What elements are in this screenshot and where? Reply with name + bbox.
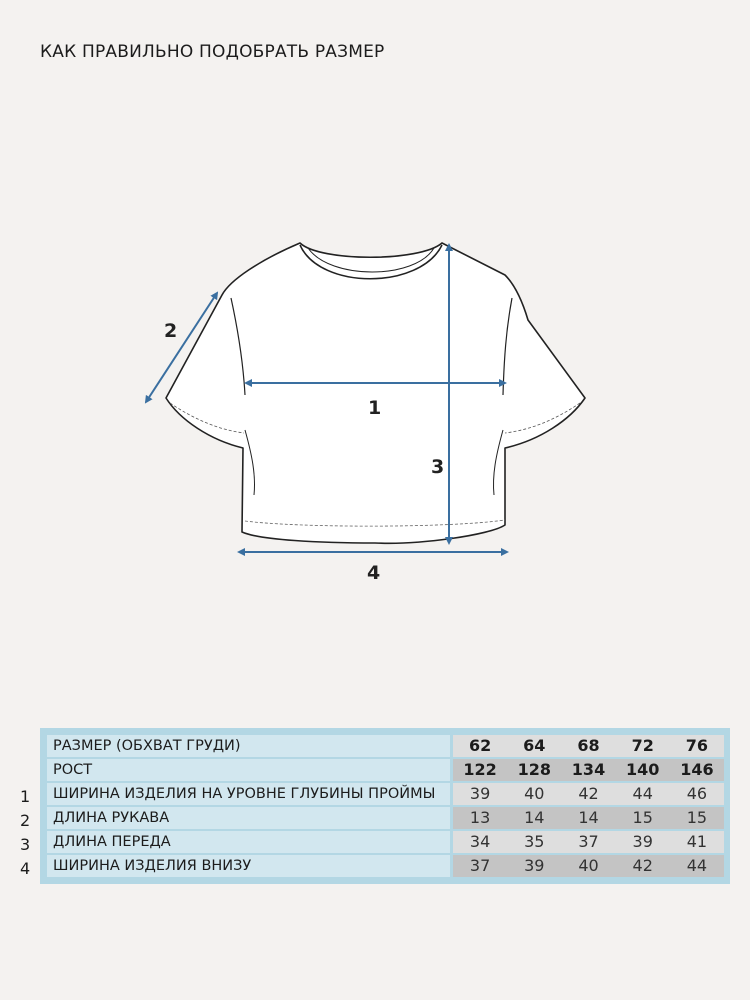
row-number: 3 xyxy=(20,835,31,854)
table-cell: 134 xyxy=(571,760,606,779)
table-row xyxy=(40,807,730,831)
row-label: РОСТ xyxy=(47,759,450,781)
table-cell: 128 xyxy=(517,760,551,779)
table-row xyxy=(40,759,730,783)
table-cell: 37 xyxy=(469,856,491,875)
row-label: ДЛИНА РУКАВА xyxy=(47,807,450,829)
row-label: ШИРИНА ИЗДЕЛИЯ НА УРОВНЕ ГЛУБИНЫ ПРОЙМЫ xyxy=(47,783,450,805)
table-cell: 40 xyxy=(524,784,545,803)
table-cell: 41 xyxy=(686,832,708,851)
table-cell: 64 xyxy=(523,736,546,755)
table-cell: 14 xyxy=(524,808,545,827)
row-values xyxy=(453,759,724,781)
size-table xyxy=(40,728,730,884)
row-values xyxy=(453,807,724,829)
row-number: 1 xyxy=(20,787,31,806)
page-title: КАК ПРАВИЛЬНО ПОДОБРАТЬ РАЗМЕР xyxy=(40,42,385,62)
row-number: 2 xyxy=(20,811,31,830)
table-row xyxy=(40,783,730,807)
table-cell: 35 xyxy=(524,832,545,851)
table-cell: 39 xyxy=(524,856,545,875)
dim-label-2: 2 xyxy=(164,320,178,342)
dim-label-1: 1 xyxy=(368,397,382,419)
row-label: РАЗМЕР (ОБХВАТ ГРУДИ) xyxy=(47,735,450,757)
table-cell: 39 xyxy=(632,832,653,851)
tshirt-outline xyxy=(166,243,585,543)
table-row xyxy=(40,735,730,759)
table-cell: 42 xyxy=(632,856,653,875)
table-cell: 44 xyxy=(632,784,653,803)
table-cell: 76 xyxy=(685,736,709,755)
table-cell: 72 xyxy=(631,736,654,755)
table-row xyxy=(40,855,730,879)
table-cell: 13 xyxy=(469,808,491,827)
row-values xyxy=(453,855,724,877)
table-cell: 14 xyxy=(578,808,599,827)
table-cell: 40 xyxy=(578,856,599,875)
table-cell: 15 xyxy=(632,808,653,827)
table-cell: 122 xyxy=(463,760,497,779)
row-number: 4 xyxy=(20,859,31,878)
table-cell: 68 xyxy=(577,736,600,755)
row-label: ШИРИНА ИЗДЕЛИЯ ВНИЗУ xyxy=(47,855,450,877)
table-cell: 39 xyxy=(469,784,491,803)
row-values xyxy=(453,735,724,757)
table-cell: 34 xyxy=(469,832,491,851)
table-row xyxy=(40,831,730,855)
row-label: ДЛИНА ПЕРЕДА xyxy=(47,831,450,853)
dim-label-4: 4 xyxy=(367,562,381,584)
table-cell: 146 xyxy=(680,760,714,779)
table-cell: 62 xyxy=(468,736,492,755)
table-cell: 37 xyxy=(578,832,599,851)
table-cell: 44 xyxy=(686,856,708,875)
table-cell: 42 xyxy=(578,784,599,803)
table-cell: 46 xyxy=(686,784,708,803)
row-values xyxy=(453,831,724,853)
row-values xyxy=(453,783,724,805)
dim-label-3: 3 xyxy=(431,456,445,478)
table-cell: 140 xyxy=(626,760,660,779)
table-cell: 15 xyxy=(686,808,708,827)
